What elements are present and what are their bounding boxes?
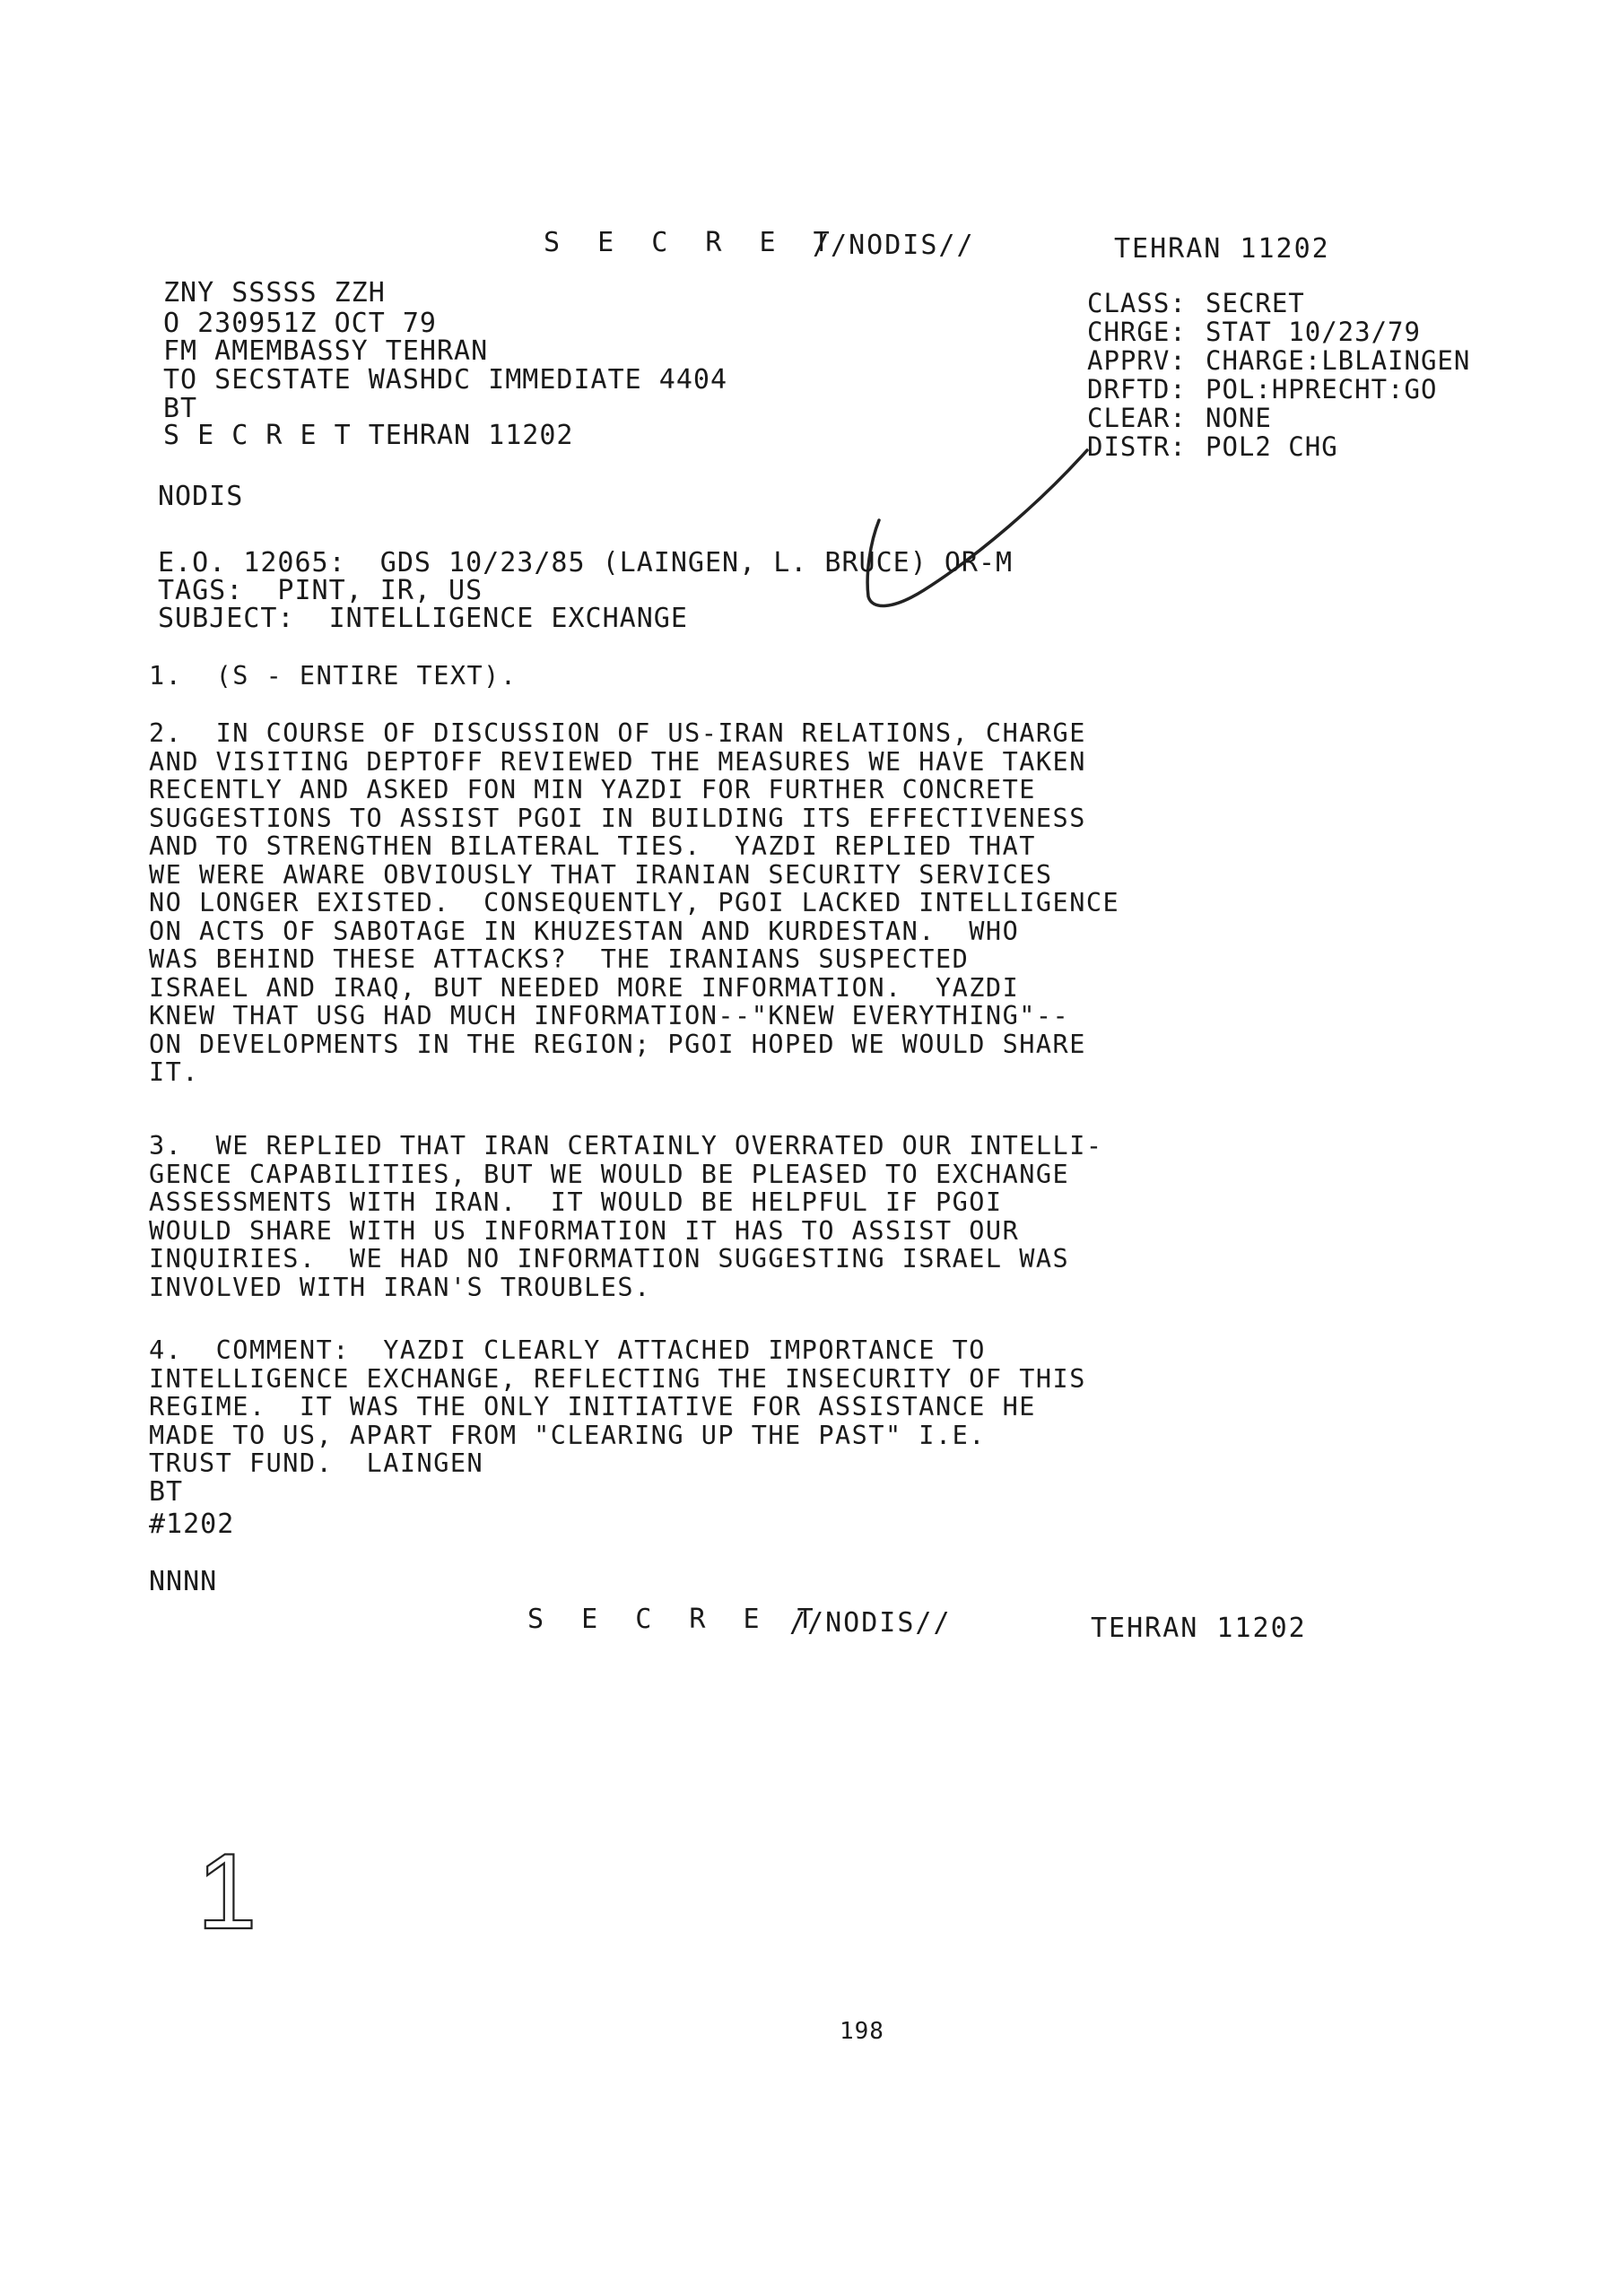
meta-class: CLASS: SECRET (1087, 288, 1305, 318)
paragraph-3: 3. WE REPLIED THAT IRAN CERTAINLY OVERRATED OUR INTELLI- GENCE CAPABILITIES, BUT WE WOULD BE PLEASED TO EXCHANGE ASSESSMENTS WITH IRAN. IT WOULD BE HELPFUL IF PGOI WOULD SHARE WITH US INFORMATION IT HAS TO ASSIST OUR INQUIRIES. WE HAD NO INFORMATION SUGGESTING ISRAEL WAS INVOLVED WITH IRAN'S TROUBLES. (149, 1131, 1103, 1302)
meta-drafted: DRFTD: POL:HPRECHT:GO (1087, 374, 1438, 404)
page-number: 198 (840, 2018, 884, 2045)
handwritten-checkmark-mark (852, 430, 1103, 637)
meta-clear: CLEAR: NONE (1087, 403, 1272, 433)
meta-distribution: DISTR: POL2 CHG (1087, 431, 1338, 462)
routing-line-3: FM AMEMBASSY TEHRAN (163, 335, 489, 367)
routing-line-6: S E C R E T TEHRAN 11202 (163, 420, 574, 451)
closing-bt: BT (149, 1476, 184, 1508)
header-classification: S E C R E T (544, 227, 840, 258)
routing-line-1: ZNY SSSSS ZZH (163, 277, 386, 309)
footer-caveat: //NODIS// (789, 1607, 952, 1639)
nodis-line: NODIS (158, 481, 244, 512)
paragraph-1: 1. (S - ENTIRE TEXT). (149, 661, 518, 691)
paragraph-2: 2. IN COURSE OF DISCUSSION OF US-IRAN RELATIONS, CHARGE AND VISITING DEPTOFF REVIEWED THE MEASURES WE HAVE TAKEN RECENTLY AND ASKED FON MIN YAZDI FOR FURTHER CONCRETE SUGGESTIONS TO ASSIST PGOI IN BUILDING ITS EFFECTIVENESS AND TO STRENGTHEN BILATERAL TIES. YAZDI REPLIED THAT WE WERE AWARE OBVIOUSLY THAT IRANIAN SECURITY SERVICES NO LONGER EXISTED. CONSEQUENTLY, PGOI LACKED INTELLIGENCE ON ACTS OF SABOTAGE IN KHUZESTAN AND KURDESTAN. WHO WAS BEHIND THESE ATTACKS? THE IRANIANS SUSPECTED ISRAEL AND IRAQ, BUT NEEDED MORE INFORMATION. YAZDI KNEW THAT USG HAD MUCH INFORMATION--"KNEW EVERYTHING"-- ON DEVELOPMENTS IN THE REGION; PGOI HOPED WE WOULD SHARE IT. (149, 718, 1120, 1087)
header-reference: TEHRAN 11202 (1114, 233, 1330, 265)
outlined-number-stamp (196, 1831, 257, 1952)
eo-line: E.O. 12065: GDS 10/23/85 (LAINGEN, L. BRUCE) OR-M (158, 547, 1014, 578)
tags-line: TAGS: PINT, IR, US (158, 575, 483, 606)
closing-nnnn: NNNN (149, 1566, 218, 1597)
footer-reference: TEHRAN 11202 (1091, 1613, 1307, 1644)
header-caveat: //NODIS// (813, 230, 975, 261)
routing-line-5: BT (163, 393, 198, 424)
routing-line-2: O 230951Z OCT 79 (163, 308, 437, 339)
meta-charge: CHRGE: STAT 10/23/79 (1087, 317, 1421, 347)
subject-line: SUBJECT: INTELLIGENCE EXCHANGE (158, 603, 688, 634)
meta-approved: APPRV: CHARGE:LBLAINGEN (1087, 345, 1471, 376)
closing-message-number: #1202 (149, 1509, 235, 1540)
routing-line-4: TO SECSTATE WASHDC IMMEDIATE 4404 (163, 364, 728, 396)
cable-metadata (1087, 289, 1470, 461)
svg-text:1: 1 (196, 1831, 257, 1952)
footer-classification: S E C R E T (527, 1604, 824, 1635)
paragraph-4: 4. COMMENT: YAZDI CLEARLY ATTACHED IMPORTANCE TO INTELLIGENCE EXCHANGE, REFLECTING THE INSECURITY OF THIS REGIME. IT WAS THE ONLY INITIATIVE FOR ASSISTANCE HE MADE TO US, APART FROM "CLEARING UP THE PAST" I.E. TRUST FUND. LAINGEN (149, 1335, 1086, 1478)
